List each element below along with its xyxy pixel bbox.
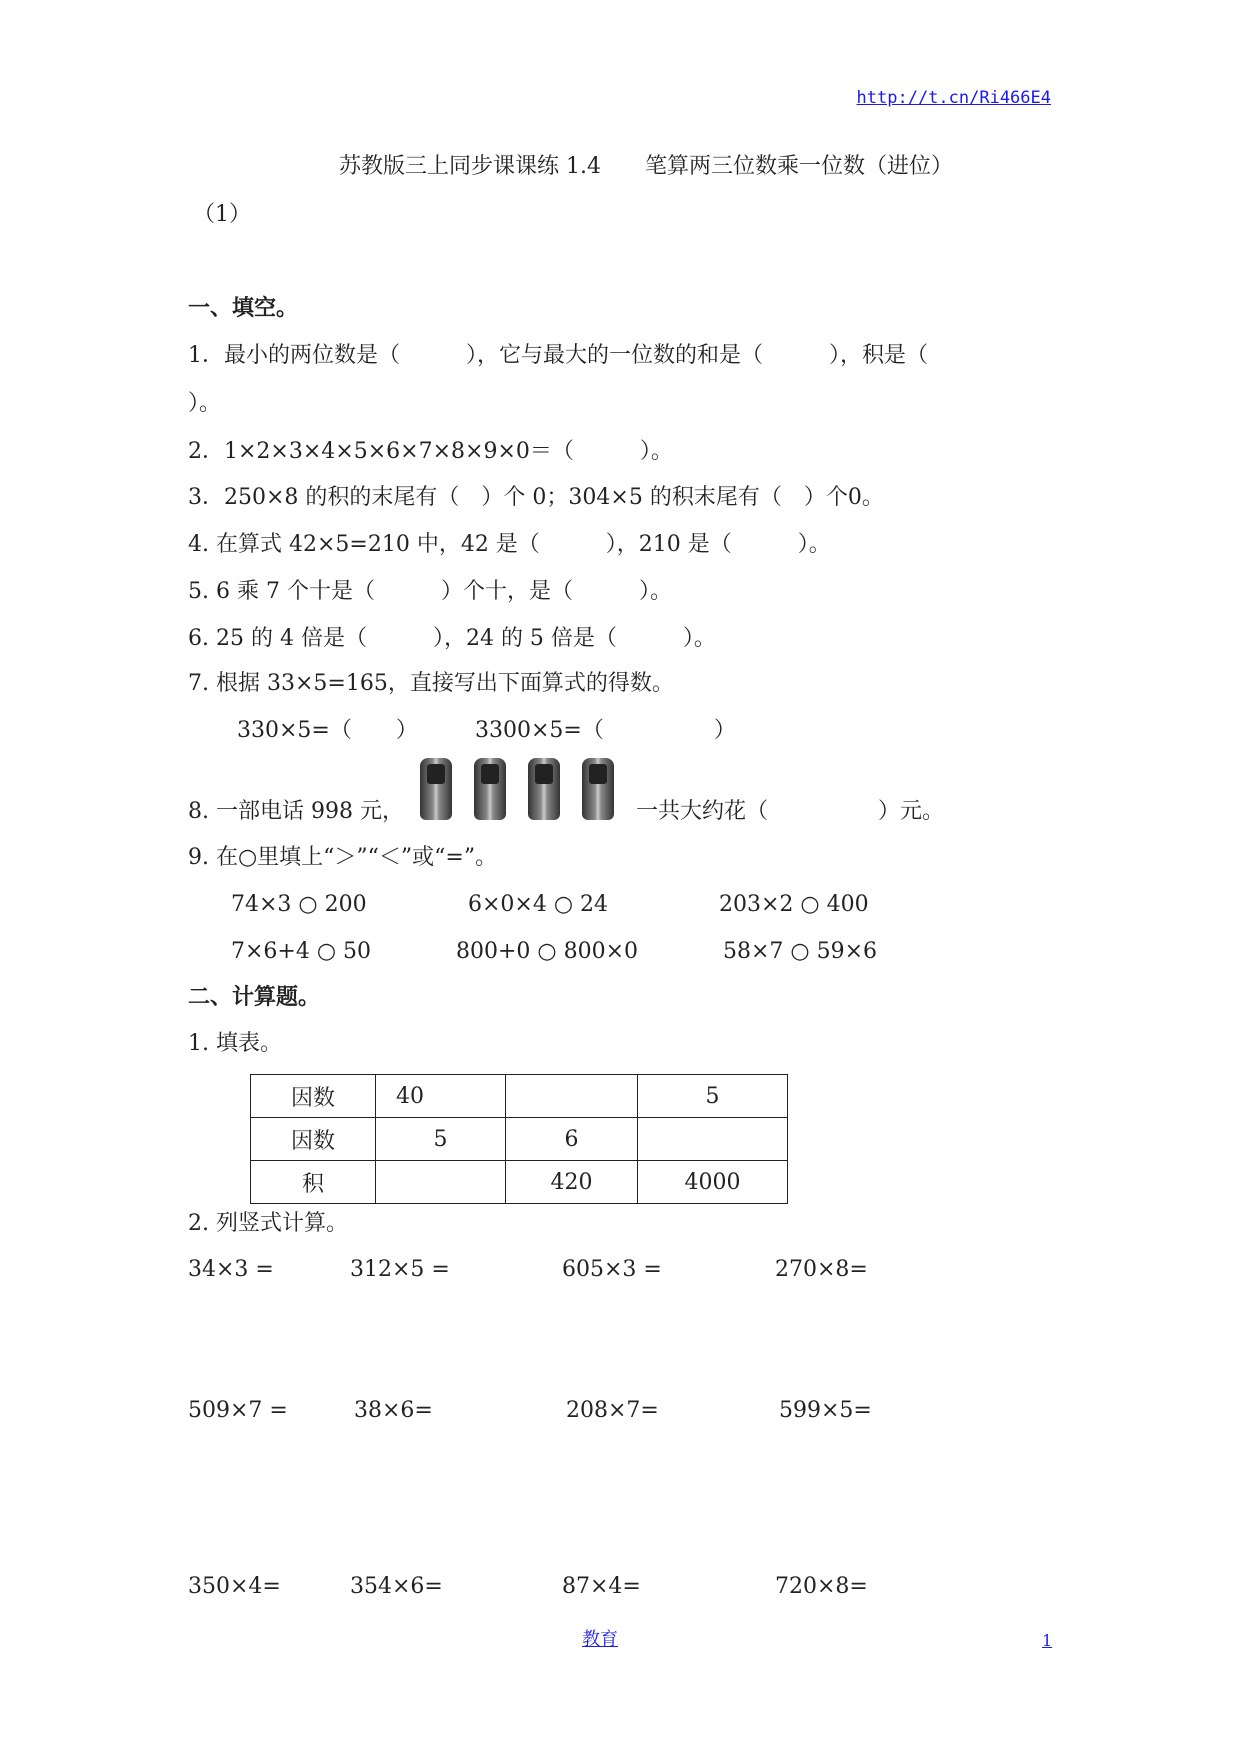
table-cell: 420: [506, 1161, 638, 1204]
question-1-cont: ）。: [188, 391, 222, 416]
calc-item: 208×7=: [566, 1398, 659, 1423]
calc-item: 720×8=: [775, 1574, 868, 1599]
calc-item: 599×5=: [779, 1398, 872, 1423]
table-row: [251, 1118, 788, 1161]
calc-item: 270×8=: [775, 1257, 868, 1282]
header-url-link[interactable]: http://t.cn/Ri466E4: [856, 88, 1051, 108]
table-cell: 因数: [251, 1075, 376, 1118]
phone-image: [420, 758, 452, 820]
table-row: [251, 1161, 788, 1204]
question-9: 9. 在○里填上“＞”“＜”或“=”。: [188, 845, 498, 870]
page-title: 苏教版三上同步课课练 1.4 笔算两三位数乘一位数（进位）: [339, 154, 953, 179]
question-7a: 330×5=（ ）: [237, 718, 418, 743]
page-number[interactable]: 1: [1042, 1631, 1053, 1650]
calc-item: 87×4=: [562, 1574, 641, 1599]
calc-item: 38×6=: [354, 1398, 433, 1423]
phone-image: [474, 758, 506, 820]
section2-heading: 二、计算题。: [188, 985, 321, 1010]
calc-item: 34×3 =: [188, 1257, 274, 1282]
compare-item: 800+0 ○ 800×0: [456, 939, 639, 964]
question-1: 1．最小的两位数是（ ），它与最大的一位数的和是（ ），积是（: [188, 343, 928, 368]
table-cell: 因数: [251, 1118, 376, 1161]
phone-image: [528, 758, 560, 820]
question-6: 6. 25 的 4 倍是（ ），24 的 5 倍是（ ）。: [188, 626, 716, 651]
calc-item: 312×5 =: [350, 1257, 450, 1282]
table-cell: 5: [638, 1075, 788, 1118]
footer-link[interactable]: 教育: [582, 1629, 618, 1650]
compare-item: 203×2 ○ 400: [719, 892, 869, 917]
calc-item: 350×4=: [188, 1574, 281, 1599]
table-cell: 6: [506, 1118, 638, 1161]
phone-images: [420, 758, 614, 820]
question-8: 8. 一部电话 998 元，: [188, 799, 404, 824]
table-cell[interactable]: [376, 1161, 506, 1204]
compare-item: 6×0×4 ○ 24: [468, 892, 609, 917]
table-cell: 积: [251, 1161, 376, 1204]
calc-item: 354×6=: [350, 1574, 443, 1599]
factor-table: [250, 1074, 788, 1204]
question-7b: 3300×5=（ ）: [475, 718, 736, 743]
compare-item: 58×7 ○ 59×6: [723, 939, 878, 964]
question-7: 7. 根据 33×5=165，直接写出下面算式的得数。: [188, 671, 674, 696]
question-5: 5. 6 乘 7 个十是（ ）个十，是（ ）。: [188, 579, 672, 604]
table-row: [251, 1075, 788, 1118]
calc-item: 605×3 =: [562, 1257, 662, 1282]
question-8-cont: 一共大约花（ ）元。: [636, 799, 945, 824]
calc-question-1: 1. 填表。: [188, 1031, 282, 1056]
table-cell: 4000: [638, 1161, 788, 1204]
page-title-continuation: （1）: [193, 202, 251, 227]
question-4: 4. 在算式 42×5=210 中，42 是（ ），210 是（ ）。: [188, 532, 831, 557]
table-cell[interactable]: [638, 1118, 788, 1161]
table-cell: 5: [376, 1118, 506, 1161]
table-cell[interactable]: [506, 1075, 638, 1118]
phone-image: [582, 758, 614, 820]
calc-item: 509×7 =: [188, 1398, 288, 1423]
question-3: 3．250×8 的积的末尾有（ ）个 0；304×5 的积末尾有（ ）个0。: [188, 485, 884, 510]
compare-item: 7×6+4 ○ 50: [231, 939, 372, 964]
calc-question-2: 2. 列竖式计算。: [188, 1211, 348, 1236]
question-2: 2．1×2×3×4×5×6×7×8×9×0＝（ ）。: [188, 439, 673, 464]
compare-item: 74×3 ○ 200: [231, 892, 367, 917]
section1-heading: 一、填空。: [188, 296, 299, 321]
table-cell: 40: [376, 1075, 506, 1118]
